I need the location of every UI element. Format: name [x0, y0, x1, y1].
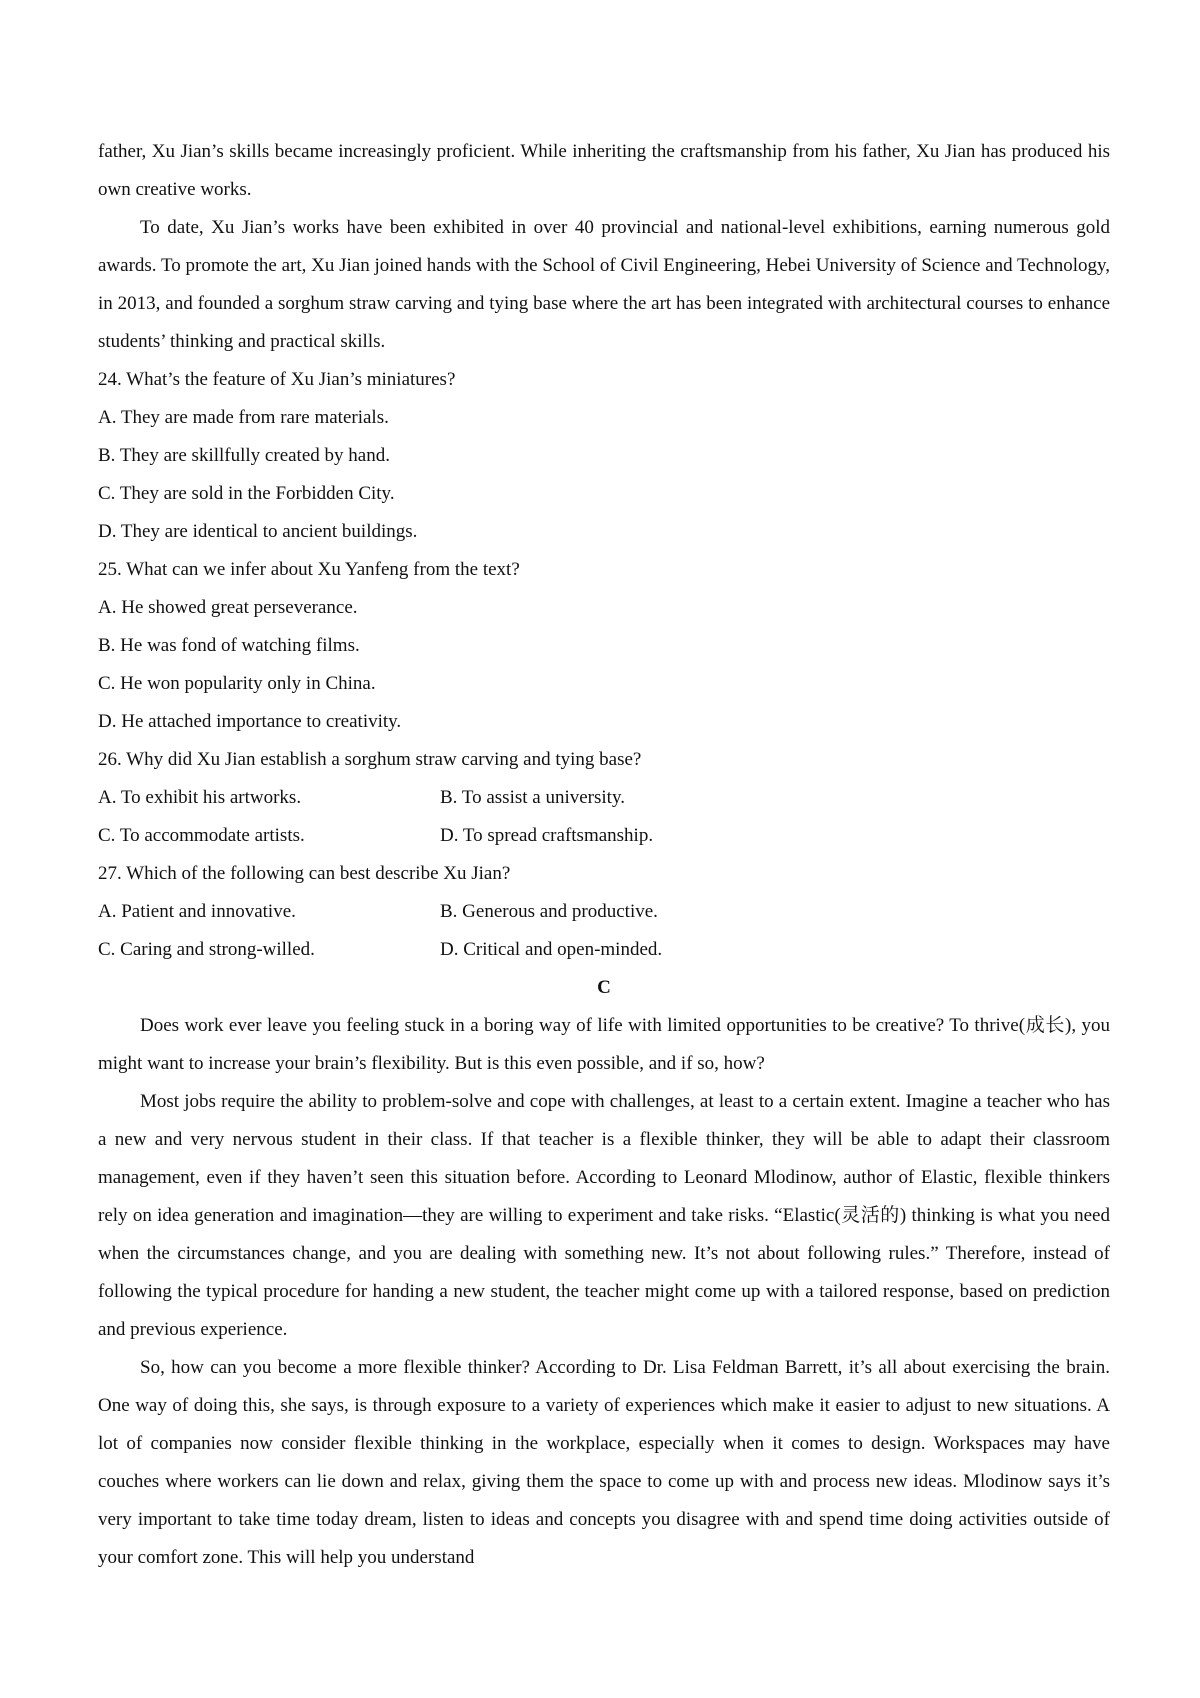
question-25-stem: 25. What can we infer about Xu Yanfeng from the text?	[98, 559, 520, 580]
passage-c-paragraph-3: So, how can you become a more flexible thinker? According to Dr. Lisa Feldman Barrett, it’s all about exercising the brain. One way of doing this, she says, is through exposure to a variety of experiences which make it easier to adjust to new situations. A lot of companies now consider flexible thinking in the workplace, especially when it comes to design. Workspaces may have couches where workers can lie down and relax, giving them the space to come up with and process new ideas. Mlodinow says it’s very important to take time today dream, listen to ideas and concepts you disagree with and spend time doing activities outside of your comfort zone. This will help you understand	[98, 1357, 1110, 1568]
passage-c-paragraph-2: Most jobs require the ability to problem-solve and cope with challenges, at least to a certain extent. Imagine a teacher who has a new and very nervous student in their class. If that teacher is a flexible thinker, they will be able to adapt their classroom management, even if they haven’t seen this situation before. According to Leonard Mlodinow, author of Elastic, flexible thinkers rely on idea generation and imagination—they are willing to experiment and take risks. “Elastic(灵活的) thinking is what you need when the circumstances change, and you are dealing with something new. It’s not about following rules.” Therefore, instead of following the typical procedure for handing a new student, the teacher might come up with a tailored response, based on prediction and previous experience.	[98, 1091, 1110, 1340]
question-24-option-b: B. They are skillfully created by hand.	[98, 445, 390, 466]
question-27-options-row-1	[98, 893, 1110, 931]
question-24-stem: 24. What’s the feature of Xu Jian’s miniatures?	[98, 369, 456, 390]
question-25-option-a: A. He showed great perseverance.	[98, 597, 358, 618]
question-27-option-a: A. Patient and innovative.	[98, 901, 296, 922]
question-27	[98, 855, 1110, 969]
passage-c-paragraph-1: Does work ever leave you feeling stuck in a boring way of life with limited opportunities to be creative? To thrive(成长), you might want to increase your brain’s flexibility. But is this even possible, and if so, how?	[98, 1015, 1110, 1074]
question-26-options-row-2	[98, 817, 1110, 855]
question-26	[98, 741, 1110, 855]
passage-b-paragraph-2: To date, Xu Jian’s works have been exhibited in over 40 provincial and national-level exhibitions, earning numerous gold awards. To promote the art, Xu Jian joined hands with the School of Civil Engineering, Hebei University of Science and Technology, in 2013, and founded a sorghum straw carving and tying base where the art has been integrated with architectural courses to enhance students’ thinking and practical skills.	[98, 217, 1110, 352]
question-26-option-b: B. To assist a university.	[440, 787, 625, 808]
question-26-option-c: C. To accommodate artists.	[98, 825, 305, 846]
question-26-options-row-1	[98, 779, 1110, 817]
question-27-option-b: B. Generous and productive.	[440, 901, 658, 922]
question-26-stem: 26. Why did Xu Jian establish a sorghum straw carving and tying base?	[98, 749, 642, 770]
question-24-option-a: A. They are made from rare materials.	[98, 407, 389, 428]
question-27-option-c: C. Caring and strong-willed.	[98, 939, 315, 960]
question-26-option-d: D. To spread craftsmanship.	[440, 825, 654, 846]
question-27-stem: 27. Which of the following can best describe Xu Jian?	[98, 863, 511, 884]
question-27-option-d: D. Critical and open-minded.	[440, 939, 663, 960]
question-26-option-a: A. To exhibit his artworks.	[98, 787, 302, 808]
question-25-option-c: C. He won popularity only in China.	[98, 673, 376, 694]
question-24-option-c: C. They are sold in the Forbidden City.	[98, 483, 395, 504]
question-25	[98, 551, 1110, 741]
question-27-options-row-2	[98, 931, 1110, 969]
question-24	[98, 361, 1110, 551]
passage-b-continuation: father, Xu Jian’s skills became increasingly proficient. While inheriting the craftsmanship from his father, Xu Jian has produced his own creative works.	[98, 141, 1110, 200]
passage-c-title: C	[597, 977, 611, 998]
question-25-option-d: D. He attached importance to creativity.	[98, 711, 402, 732]
question-25-option-b: B. He was fond of watching films.	[98, 635, 360, 656]
document-page	[98, 133, 1110, 1577]
question-24-option-d: D. They are identical to ancient buildings.	[98, 521, 418, 542]
